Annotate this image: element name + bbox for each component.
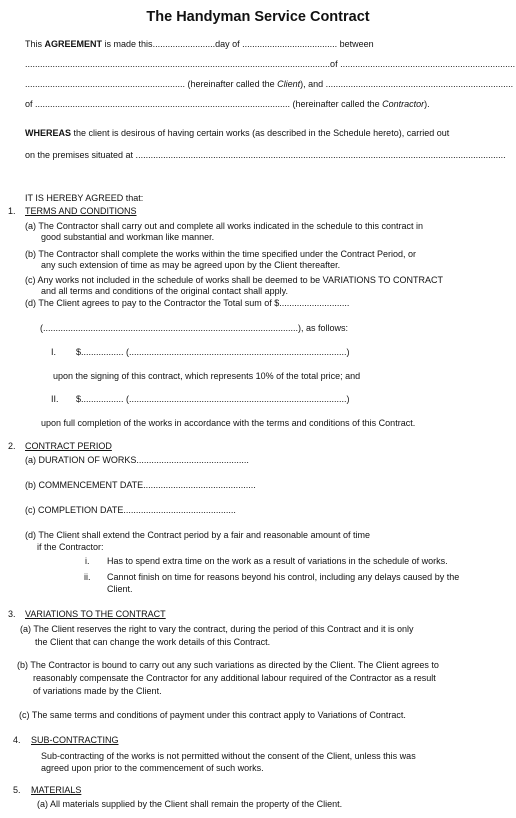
section-3-number: 3.	[8, 609, 16, 619]
section-3-heading: VARIATIONS TO THE CONTRACT	[25, 609, 166, 619]
clause-1c-cont: and all terms and conditions of the original contact shall apply.	[41, 286, 288, 296]
text: ), and ...........................................................................	[300, 79, 514, 89]
date-blank: .........................day of ...................................... between	[152, 39, 374, 49]
contractor-word: Contractor	[382, 99, 425, 109]
text: ).	[424, 99, 430, 109]
clause-1b-cont: any such extension of time as may be agreed upon by the Client thereafter.	[41, 260, 341, 270]
text: This	[25, 39, 45, 49]
installment-2-number: II.	[51, 394, 59, 404]
clause-2d-ii-number: ii.	[84, 572, 91, 582]
party-blank-line: ..........................................................................................................................of ......................................................................	[25, 59, 516, 69]
clause-2d-cont: if the Contractor:	[37, 542, 104, 552]
subcontracting-text-cont: agreed upon prior to the commencement of such works.	[41, 763, 264, 773]
clause-3a-cont: the Client that can change the work details of this Contract.	[35, 637, 271, 647]
section-5-number: 5.	[13, 785, 21, 795]
page-title: The Handyman Service Contract	[146, 9, 370, 25]
section-4-number: 4.	[13, 735, 21, 745]
section-1-number: 1.	[8, 206, 16, 216]
clause-3b-cont-2: of variations made by the Client.	[33, 686, 162, 696]
clause-3c: (c) The same terms and conditions of payment under this contract apply to Variations of Contract.	[19, 710, 406, 720]
whereas-word: WHEREAS	[25, 128, 72, 138]
section-1-heading: TERMS AND CONDITIONS	[25, 206, 137, 216]
clause-3a: (a) The Client reserves the right to vary the contract, during the period of this Contract and it is only	[20, 624, 414, 634]
clause-2d-i-number: i.	[85, 556, 90, 566]
subcontracting-text: Sub-contracting of the works is not permitted without the consent of the Client, unless this was	[41, 751, 416, 761]
clause-1b: (b) The Contractor shall complete the works within the time specified under the Contract Period, or	[25, 249, 417, 259]
completion-date: (c) COMPLETION DATE.............................................	[25, 505, 236, 515]
section-2-heading: CONTRACT PERIOD	[25, 441, 112, 451]
section-5-heading: MATERIALS	[31, 785, 82, 795]
clause-2d: (d) The Client shall extend the Contract period by a fair and reasonable amount of time	[25, 530, 371, 540]
installment-2-blank: $................. (.......................................................................................)	[76, 394, 350, 404]
installment-1-blank: $................. (.......................................................................................)	[76, 347, 350, 357]
clause-2d-ii: Cannot finish on time for reasons beyond his control, including any delays caused by the	[107, 572, 460, 582]
agreed-line: IT IS HEREBY AGREED that:	[25, 193, 144, 203]
clause-1a-cont: good substantial and workman like manner.	[41, 232, 215, 242]
clause-1c: (c) Any works not included in the schedule of works shall be deemed to be VARIATIONS TO CONTRACT	[25, 275, 444, 285]
text: of ...................................................................................................... (hereinafter called the	[25, 99, 383, 109]
whereas-line	[25, 128, 449, 139]
clause-1d: (d) The Client agrees to pay to the Contractor the Total sum of $............................	[25, 298, 350, 308]
agreement-word: AGREEMENT	[44, 39, 103, 49]
text: the client is desirous of having certain works (as described in the Schedule hereto), carried out	[71, 128, 450, 138]
clause-3b: (b) The Contractor is bound to carry out any such variations as directed by the Client. The Client agrees to	[17, 660, 439, 670]
contractor-line	[25, 99, 430, 110]
clause-3b-cont-1: reasonably compensate the Contractor for any additional labour required of the Contractor as a result	[33, 673, 436, 683]
clause-2d-i: Has to spend extra time on the work as a result of variations in the schedule of works.	[107, 556, 448, 566]
client-line	[25, 79, 513, 90]
agreement-line	[25, 39, 374, 50]
installment-1-terms: upon the signing of this contract, which represents 10% of the total price; and	[53, 371, 361, 381]
section-2-number: 2.	[8, 441, 16, 451]
client-word: Client	[277, 79, 301, 89]
total-sum-words-blank: (......................................................................................................), as follows:	[40, 323, 349, 333]
text: ................................................................ (hereinafter called the	[25, 79, 278, 89]
duration-of-works: (a) DURATION OF WORKS.............................................	[25, 455, 249, 465]
clause-5a: (a) All materials supplied by the Client shall remain the property of the Client.	[37, 799, 343, 809]
premises-line: on the premises situated at ....................................................................................................................................................	[25, 150, 506, 160]
commencement-date: (b) COMMENCEMENT DATE.............................................	[25, 480, 256, 490]
clause-2d-ii-cont: Client.	[107, 584, 133, 594]
installment-1-number: I.	[51, 347, 57, 357]
text: is made this	[102, 39, 153, 49]
installment-2-terms: upon full completion of the works in accordance with the terms and conditions of this Contract.	[41, 418, 416, 428]
section-4-heading: SUB-CONTRACTING	[31, 735, 119, 745]
clause-1a: (a) The Contractor shall carry out and complete all works indicated in the schedule to this contract in	[25, 221, 424, 231]
